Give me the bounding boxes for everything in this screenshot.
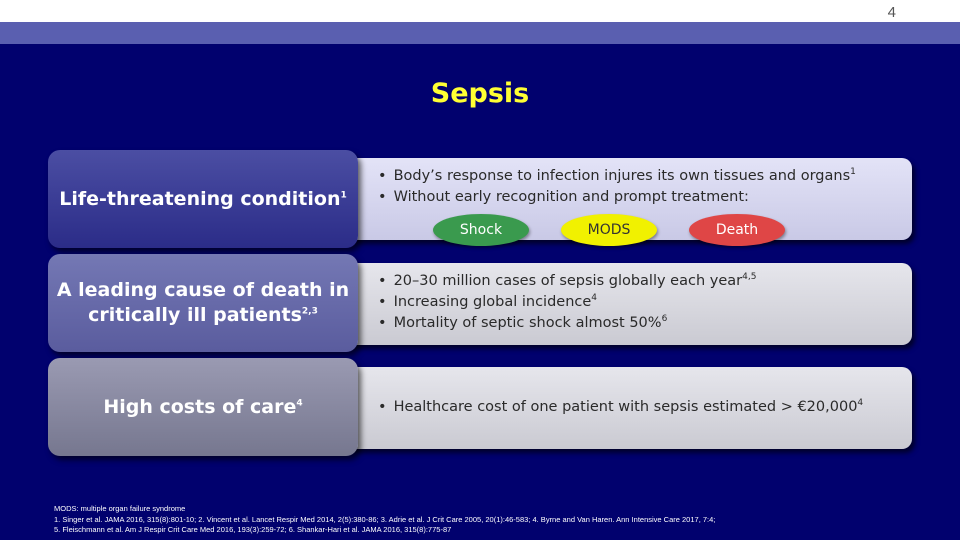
footnotes	[54, 504, 715, 536]
bullet-list	[378, 271, 756, 334]
label-leading-cause: A leading cause of death in critically ill patients$^{2,3}$	[48, 254, 358, 352]
footnote-refs-1: 1. Singer et al. JAMA 2016, 315(8):801-10; 2. Vincent et al. Lancet Respir Med 2014, 2(5):380-86; 3. Adrie et al. J Crit Care 2005, 20(1):46-583; 4. Byrne and Van Haren. Ann Intensive Care 2017, 7:4;	[54, 514, 716, 524]
shock-oval: Shock	[433, 214, 529, 246]
label-life-threatening: Life-threatening condition$^1$	[48, 150, 358, 248]
page-number: 4	[887, 4, 896, 21]
footnote-refs-2: 5. Fleischmann et al. Am J Respir Crit Care Med 2016, 193(3):259-72; 6. Shankar-Hari et al. JAMA 2016, 315(8):775-87	[54, 525, 452, 534]
footnote-abbrev: MODS: multiple organ failure syndrome	[54, 504, 186, 513]
slide-title: Sepsis	[430, 78, 530, 109]
bullet-item: • Mortality of septic shock almost 50%$^6$	[378, 313, 756, 334]
panel-high-costs	[346, 367, 912, 449]
top-bar	[0, 0, 960, 22]
bullet-list	[378, 166, 856, 208]
bullet-item: • Healthcare cost of one patient with sepsis estimated > $€20,000^4$	[378, 397, 863, 418]
bullet-item: • Increasing global incidence$^4$	[378, 292, 756, 313]
panel-leading-cause	[346, 263, 912, 345]
label-high-costs: High costs of care$^4$	[48, 358, 358, 456]
bullet-list	[378, 397, 863, 418]
bullet-item: • 20–30 million cases of sepsis globally each year$^{4,5}$	[378, 271, 756, 292]
header-band	[0, 22, 960, 44]
death-oval: Death	[689, 214, 785, 246]
mods-oval: MODS	[561, 214, 657, 246]
bullet-item: • Body’s response to infection injures its own tissues and organs$^1$	[378, 166, 856, 187]
bullet-item: • Without early recognition and prompt treatment:	[378, 187, 856, 208]
